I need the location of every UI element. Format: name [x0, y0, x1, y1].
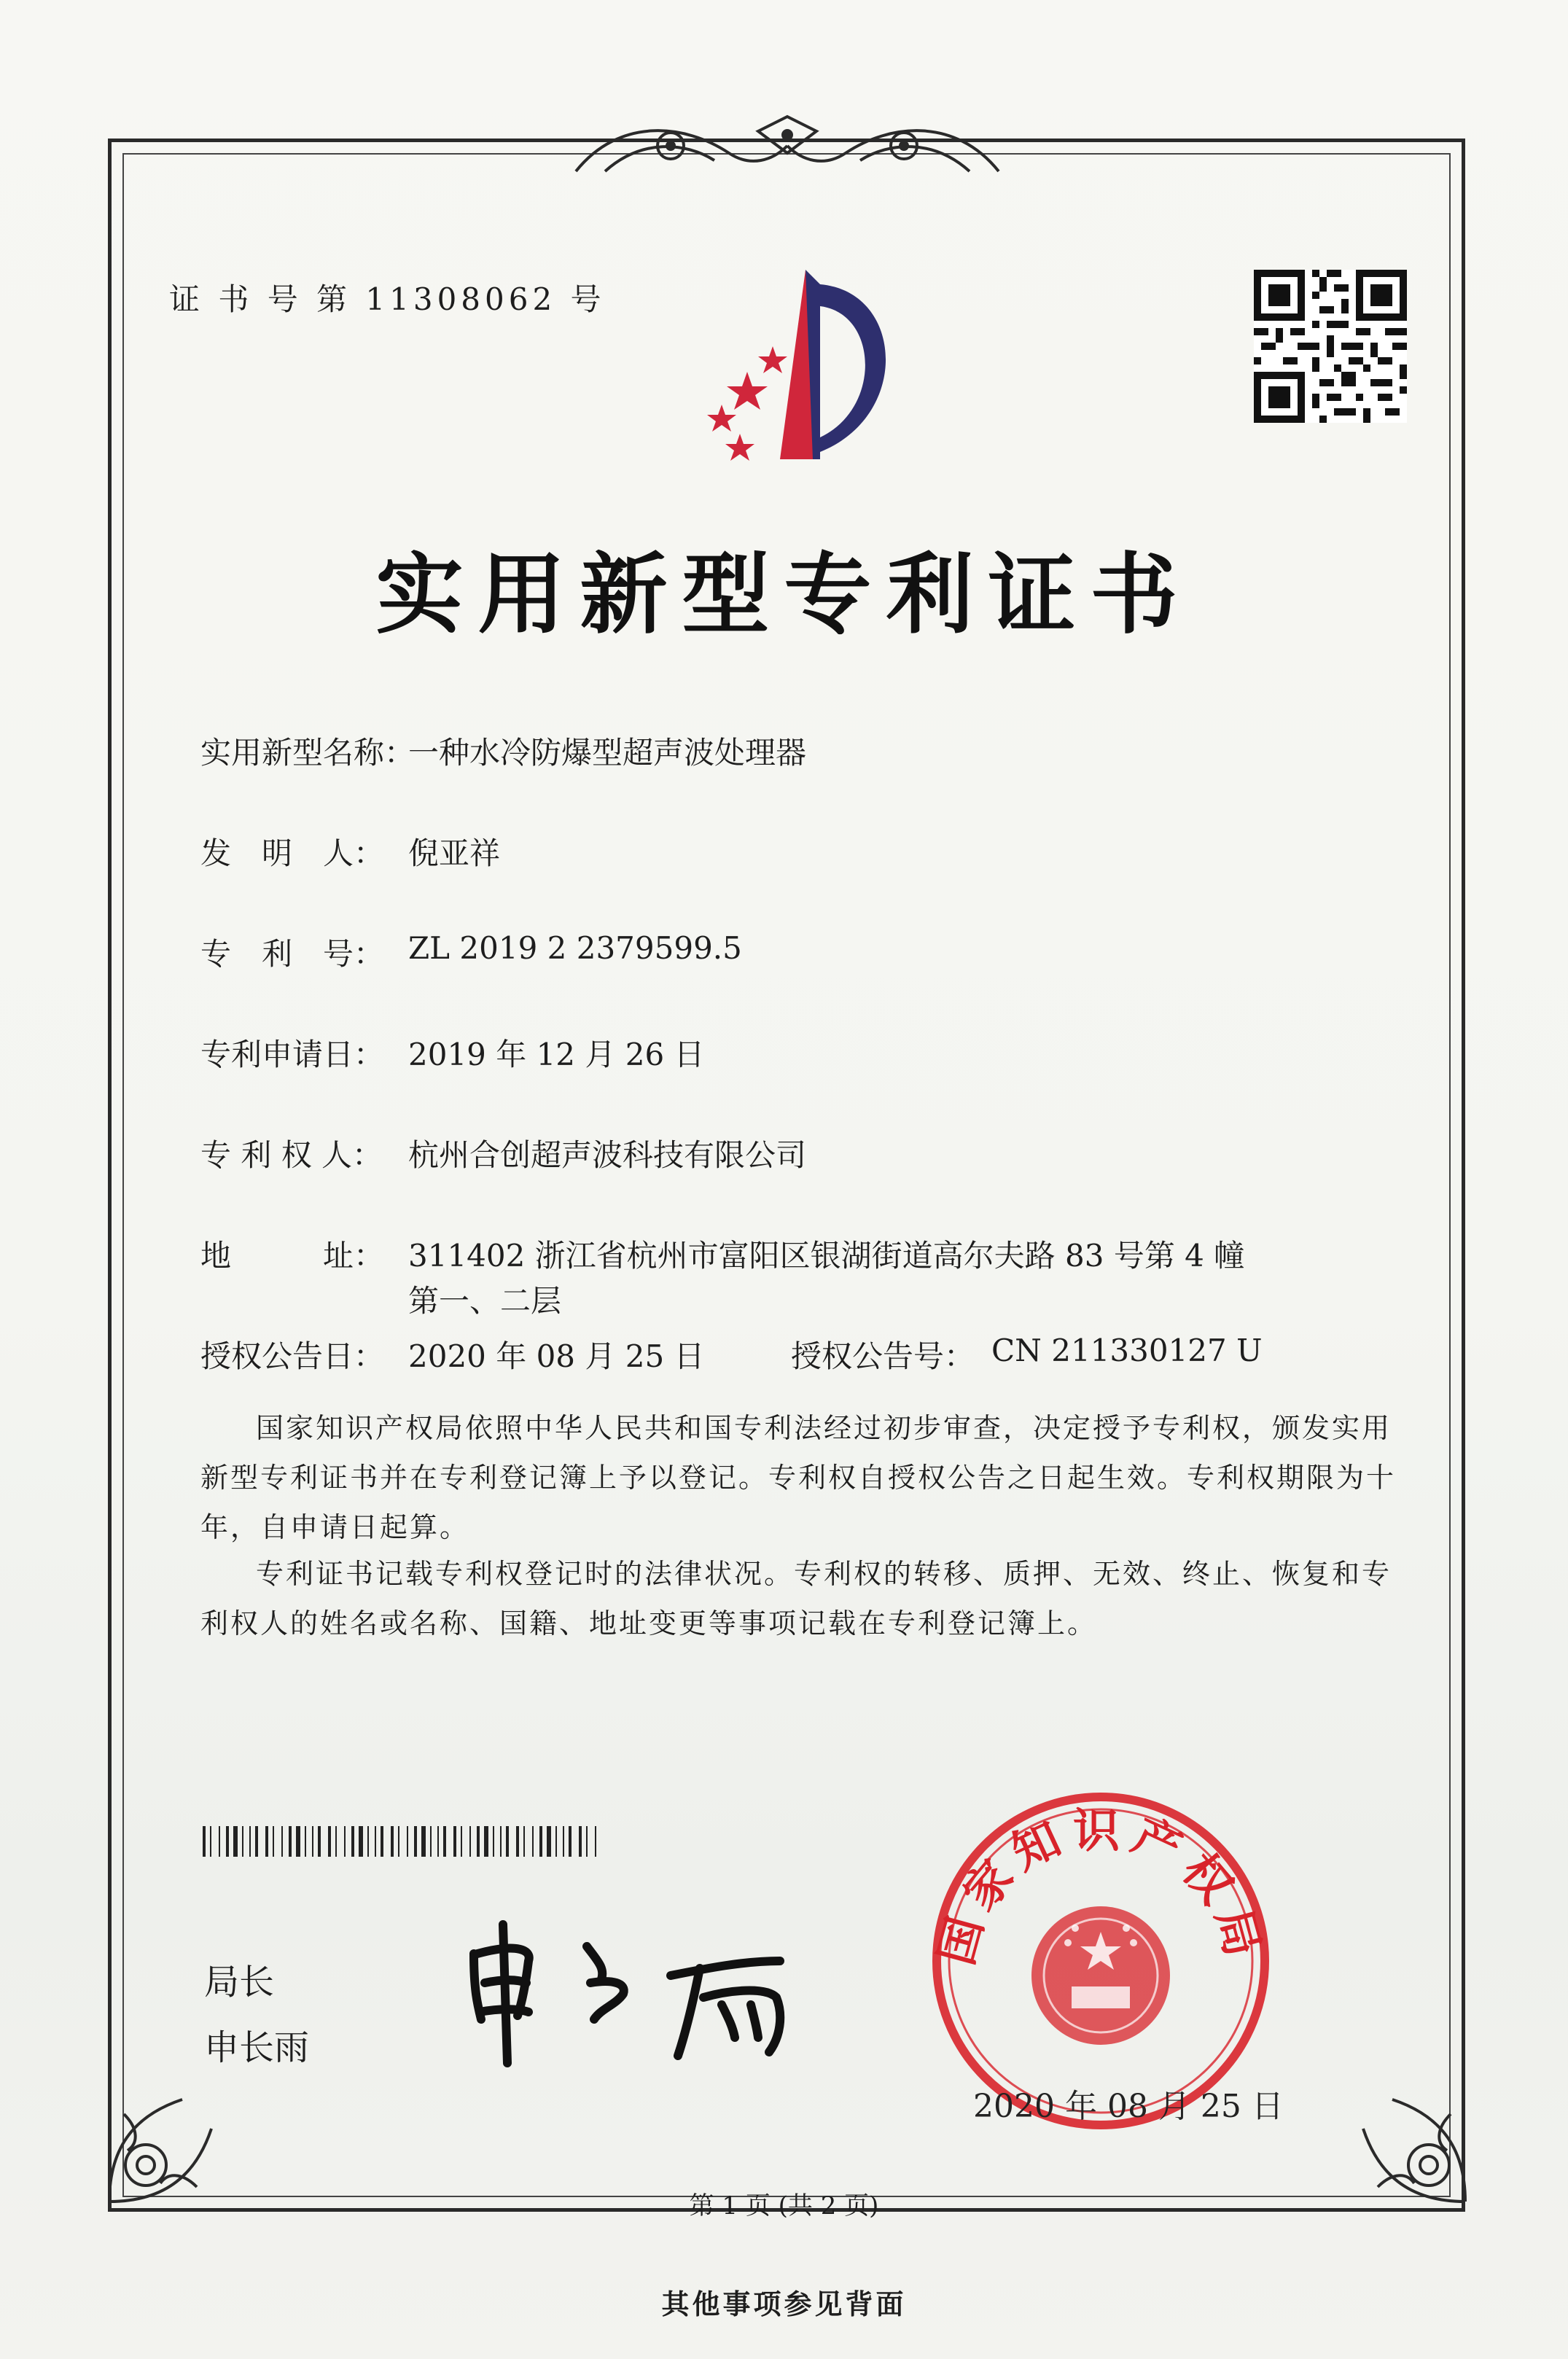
announcement-date-label: 授权公告日：	[200, 1338, 385, 1374]
barcode-bar	[595, 1826, 596, 1857]
barcode-bar	[305, 1826, 306, 1857]
address-value-line2: 第一、二层	[408, 1283, 562, 1319]
page-number: 第 1 页 (共 2 页)	[689, 2191, 879, 2220]
barcode-bar	[318, 1826, 321, 1857]
barcode-bar	[569, 1826, 572, 1857]
barcode-bar	[375, 1826, 376, 1857]
barcode-bar	[555, 1826, 557, 1857]
cnipa-logo	[671, 255, 918, 467]
barcode-bar	[249, 1826, 251, 1857]
barcode-bar	[414, 1826, 417, 1857]
barcode-bar	[312, 1826, 313, 1857]
statement-paragraph-2: 专利证书记载专利权登记时的法律状况。专利权的转移、质押、无效、终止、恢复和专利权人的姓名或名称、国籍、地址变更等事项记载在专利登记簿上。	[200, 1558, 1392, 1639]
patent-no-value: ZL 2019 2 2379599.5	[408, 930, 742, 966]
barcode-bar	[281, 1826, 283, 1857]
barcode-bar	[335, 1826, 337, 1857]
barcode-bar	[273, 1826, 274, 1857]
seal-text: 国家知识产权局	[929, 1804, 1272, 1971]
barcode-bar	[226, 1826, 229, 1857]
barcode-bar	[407, 1826, 408, 1857]
barcode-bar	[391, 1826, 394, 1857]
barcode-bar	[461, 1826, 462, 1857]
name-value: 一种水冷防爆型超声波处理器	[408, 735, 807, 771]
certificate-number: 证 书 号 第 11308062 号	[169, 281, 606, 317]
barcode-bar	[547, 1826, 551, 1857]
announcement-no-label: 授权公告号：	[791, 1338, 975, 1374]
barcode-bar	[233, 1826, 238, 1857]
barcode-bar	[469, 1826, 471, 1857]
barcode-bar	[477, 1826, 480, 1857]
announcement-date-value: 2020 年 08 月 25 日	[408, 1338, 705, 1374]
barcode-bar	[506, 1826, 509, 1857]
barcode-bar	[398, 1826, 399, 1857]
barcode-bar	[265, 1826, 268, 1857]
barcode-bar	[351, 1826, 354, 1857]
barcode-bar	[484, 1826, 488, 1857]
barcode-bar	[443, 1826, 446, 1857]
barcode-bar	[359, 1826, 363, 1857]
barcode	[203, 1826, 604, 1857]
barcode-bar	[523, 1826, 525, 1857]
application-date-value: 2019 年 12 月 26 日	[408, 1037, 705, 1072]
top-ornament	[561, 102, 1013, 190]
qr-code	[1254, 270, 1407, 423]
announcement-no-value: CN 211330127 U	[991, 1333, 1263, 1368]
barcode-bar	[453, 1826, 456, 1857]
patentee-label: 专 利 权 人：	[200, 1137, 383, 1173]
barcode-bar	[296, 1826, 300, 1857]
barcode-bar	[210, 1826, 211, 1857]
barcode-bar	[255, 1826, 258, 1857]
seal-date: 2020 年 08 月 25 日	[973, 2088, 1284, 2125]
address-label: 地 址：	[200, 1238, 385, 1274]
patentee-value: 杭州合创超声波科技有限公司	[408, 1137, 807, 1173]
name-label: 实用新型名称：	[200, 735, 416, 771]
barcode-bar	[516, 1826, 519, 1857]
barcode-bar	[579, 1826, 582, 1857]
barcode-bar	[381, 1826, 383, 1857]
address-value-line1: 311402 浙江省杭州市富阳区银湖街道高尔夫路 83 号第 4 幢	[408, 1238, 1245, 1274]
statement-paragraph-1: 国家知识产权局依照中华人民共和国专利法经过初步审查，决定授予专利权，颁发实用新型专利证书并在专利登记簿上予以登记。专利权自授权公告之日起生效。专利权期限为十年，自申请日起算。	[200, 1412, 1397, 1543]
barcode-bar	[430, 1826, 432, 1857]
barcode-bar	[203, 1826, 206, 1857]
page-title: 实用新型专利证书	[375, 543, 1193, 646]
inventor-label: 发 明 人：	[200, 835, 385, 871]
inventor-value: 倪亚祥	[408, 835, 501, 871]
barcode-bar	[367, 1826, 369, 1857]
application-date-label: 专利申请日：	[200, 1037, 385, 1072]
barcode-bar	[500, 1826, 502, 1857]
barcode-bar	[563, 1826, 564, 1857]
barcode-bar	[437, 1826, 439, 1857]
signatory-title: 局长	[204, 1962, 275, 2003]
barcode-bar	[539, 1826, 542, 1857]
barcode-bar	[493, 1826, 494, 1857]
barcode-bar	[586, 1826, 588, 1857]
barcode-bar	[289, 1826, 292, 1857]
barcode-bar	[219, 1826, 220, 1857]
handwritten-signature	[459, 1910, 802, 2078]
back-note: 其他事项参见背面	[661, 2288, 907, 2320]
patent-no-label: 专 利 号：	[200, 936, 385, 972]
barcode-bar	[242, 1826, 243, 1857]
barcode-bar	[328, 1826, 331, 1857]
signatory-name: 申长雨	[204, 2027, 310, 2068]
barcode-bar	[532, 1826, 534, 1857]
barcode-bar	[344, 1826, 346, 1857]
barcode-bar	[421, 1826, 426, 1857]
